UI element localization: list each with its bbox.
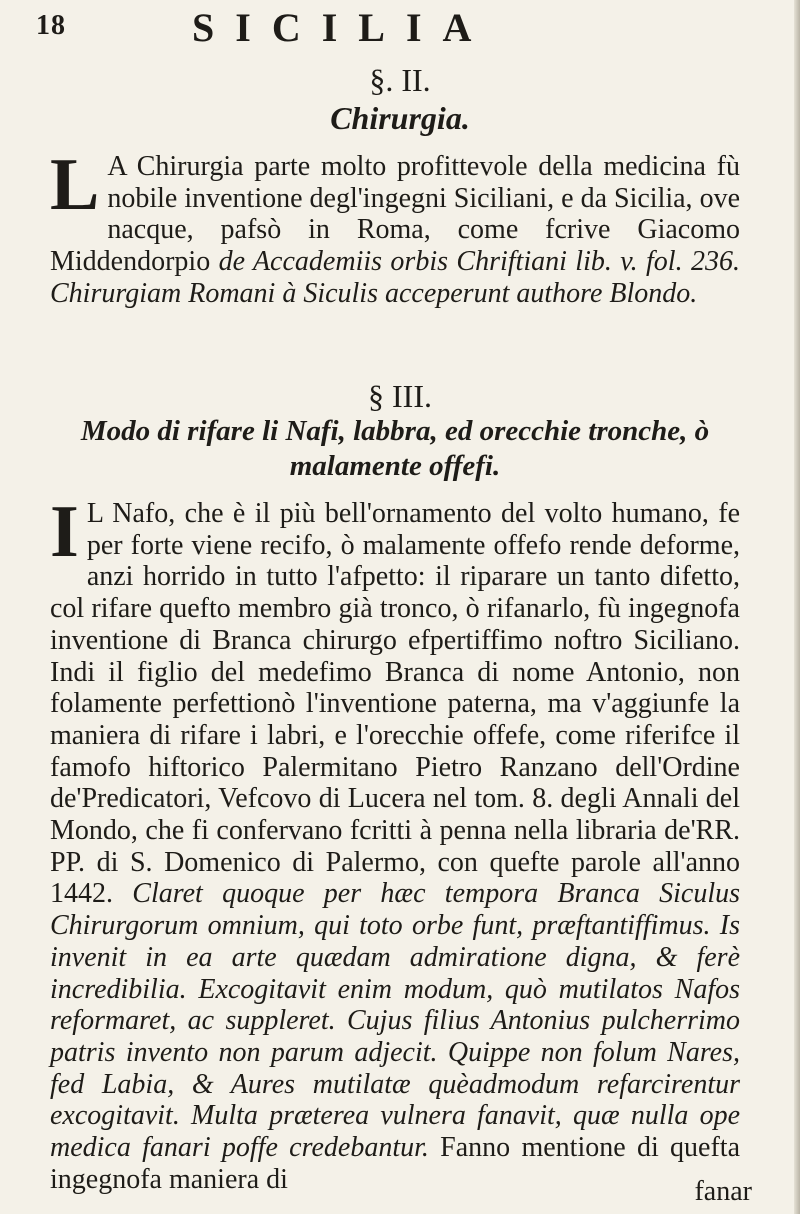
drop-cap: L (50, 144, 100, 226)
catchword: fanar (694, 1176, 752, 1207)
section-title: Chirurgia. (330, 100, 470, 136)
latin-quote: de Accademiis orbis Chriftiani lib. v. fol. 236. Chirurgiam Romani à Siculis acceperunt authore Blondo. (50, 246, 740, 309)
section-title-3: Modo di rifare li Nafi, labbra, ed orecchie tronche, ò malamente offefi. (80, 415, 710, 482)
page-header (36, 4, 756, 54)
running-title: SICILIA (192, 5, 493, 50)
paragraph-chirurgia (50, 144, 740, 310)
paragraph-text: A Chirurgia parte molto profittevole della medicina fù nobile inventione degl'ingegni Siciliani, e da Sicilia, ove nacque, pafsò in Roma, come fcrive Giacomo Middendorpio (50, 151, 740, 278)
latin-quote-2: Claret quoque per hæc tempora Branca Siculus Chirurgorum omnium, qui toto orbe funt, præftantiffimus. Is invenit in ea arte quædam admiratione digna, & ferè incredibilia. Excogitavit enim modum, quò mutilatos Nafos reformaret, ac suppleret. Cujus filius Antonius pulcherrimo patris invento non parum adjecit. Quippe non folum Nares, fed Labia, & Aures mutilatæ quèadmodum refarcirentur excogitavit. Multa præterea vulnera fanavit, quæ nulla ope medica fanari poffe credebantur. (50, 878, 741, 1164)
paragraph-text-3: Fanno mentione di quefta ingegnofa maniera di (50, 1132, 740, 1195)
drop-cap-2: I (50, 491, 79, 573)
paragraph-text-2: L Nafo, che è il più bell'ornamento del volto humano, fe per forte viene recifo, ò malamente offefo rende deforme, anzi horrido in tutto l'afpetto: il riparare un tanto difetto, col rifare quefto membro già tronco, ò rifanarlo, fù ingegnofa inventione di Branca chirurgo efpertiffimo noftro Siciliano. Indi il figlio del medefimo Branca di nome Antonio, non folamente perfettionò l'inventione paterna, ma v'aggiunfe la maniera di rifare i labri, e l'orecchie offefe, come riferifce il famofo hiftorico Palermitano Pietro Ranzano dell'Ordine de'Predicatori, Vefcovo di Lucera nel tom. 8. degli Annali del Mondo, che fi confervano fcritti à penna nella libraria de'RR. PP. di S. Domenico di Palermo, con quefte parole all'anno 1442. (50, 498, 740, 910)
page-number: 18 (36, 10, 66, 41)
section-number: §. II. (369, 62, 431, 98)
paragraph-nasi (50, 491, 741, 1195)
section-number-3: § III. (368, 378, 432, 414)
page-edge (794, 0, 800, 1214)
